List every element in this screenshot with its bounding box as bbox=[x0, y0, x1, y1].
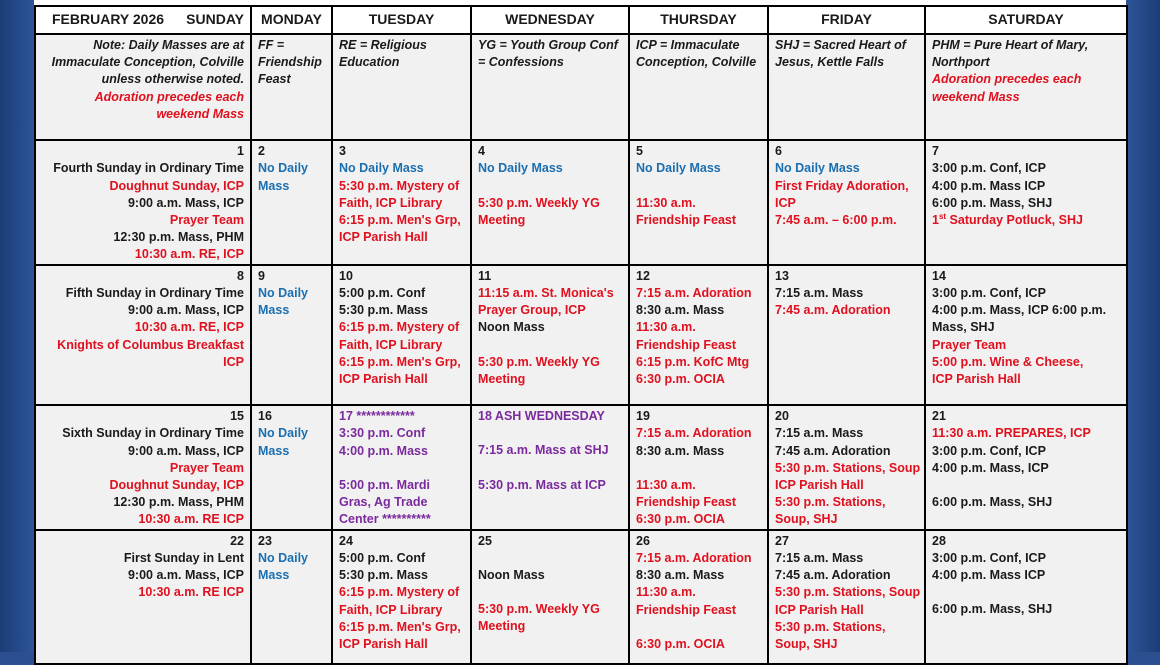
day-cell bbox=[925, 140, 1127, 265]
event-line: 11:30 a.m. PREPARES, ICP bbox=[932, 426, 1091, 441]
event-line: Prayer Group, ICP bbox=[478, 303, 586, 318]
day-cell bbox=[251, 405, 332, 530]
event-line: Mass bbox=[258, 443, 290, 458]
event-line: Mass bbox=[258, 178, 290, 193]
event-line: No Daily Mass bbox=[478, 161, 563, 176]
legend-row bbox=[35, 34, 1127, 140]
event-line: Noon Mass bbox=[478, 320, 545, 335]
day-cell bbox=[768, 405, 925, 530]
day-number: 14 bbox=[932, 268, 946, 283]
event-line: ICP Parish Hall bbox=[775, 602, 864, 617]
day-number: 20 bbox=[775, 409, 789, 424]
day-number: 4 bbox=[478, 144, 485, 159]
day-cell bbox=[768, 265, 925, 405]
day-number: 26 bbox=[636, 533, 650, 548]
event-line: 9:00 a.m. Mass, ICP bbox=[127, 303, 244, 318]
day-number: 27 bbox=[775, 533, 789, 548]
legend-cell bbox=[925, 34, 1127, 140]
event-line: 3:00 p.m. Conf, ICP bbox=[932, 443, 1046, 458]
event-line: 6:00 p.m. Mass, SHJ bbox=[932, 602, 1053, 617]
spacer bbox=[636, 460, 763, 477]
event-line: Meeting bbox=[478, 371, 526, 386]
spacer bbox=[478, 425, 624, 442]
event-line: 7:15 a.m. Adoration bbox=[636, 550, 752, 565]
day-number: 13 bbox=[775, 268, 789, 283]
event-line: Mass bbox=[258, 568, 290, 583]
event-line: 11:30 a.m. bbox=[636, 320, 696, 335]
event-line: 9:00 a.m. Mass, ICP bbox=[127, 443, 244, 458]
legend-cell bbox=[251, 34, 332, 140]
legend-text: FF = Friendship Feast bbox=[258, 38, 322, 87]
event-line: ICP bbox=[775, 195, 796, 210]
event-line: Prayer Team bbox=[169, 460, 244, 475]
event-line: 5:30 p.m. Mystery of bbox=[339, 178, 460, 193]
event-line: 4:00 p.m. Mass bbox=[339, 443, 428, 458]
event-line: 6:15 p.m. Mystery of bbox=[339, 585, 460, 600]
day-cell bbox=[629, 265, 768, 405]
day-number: 9 bbox=[258, 268, 265, 283]
event-line: Faith, ICP Library bbox=[339, 602, 443, 617]
event-line: Prayer Team bbox=[932, 337, 1007, 352]
event-line: First Friday Adoration, bbox=[775, 178, 909, 193]
calendar-table bbox=[34, 5, 1128, 665]
day-cell bbox=[925, 265, 1127, 405]
event-line: 5:00 p.m. Conf bbox=[339, 286, 426, 301]
spacer bbox=[478, 337, 624, 354]
day-cell bbox=[629, 405, 768, 530]
month-title: FEBRUARY 2026 bbox=[52, 11, 165, 28]
day-cell bbox=[471, 405, 629, 530]
day-cell bbox=[251, 265, 332, 405]
event-line: 6:15 p.m. Men's Grp, bbox=[339, 619, 461, 634]
event-line: 4:00 p.m. Mass, ICP bbox=[932, 460, 1049, 475]
event-line: 7:15 a.m. Mass bbox=[775, 550, 864, 565]
event-line: Soup, SHJ bbox=[775, 636, 838, 651]
event-line: Gras, Ag Trade bbox=[339, 494, 428, 509]
day-cell bbox=[629, 530, 768, 664]
event-line: Meeting bbox=[478, 619, 526, 634]
event-line: Sixth Sunday in Ordinary Time bbox=[62, 426, 244, 441]
event-line: 7:45 a.m. Adoration bbox=[775, 303, 891, 318]
day-cell bbox=[35, 405, 251, 530]
event-line: 5:30 p.m. Weekly YG bbox=[478, 354, 600, 369]
day-number: 19 bbox=[636, 409, 650, 424]
spacer bbox=[636, 619, 763, 636]
event-line: 5:00 p.m. Wine & Cheese, bbox=[932, 354, 1084, 369]
event-line: ICP Parish Hall bbox=[775, 477, 864, 492]
event-line: 10:30 a.m. RE, ICP bbox=[134, 247, 244, 262]
event-line: 12:30 p.m. Mass, PHM bbox=[113, 495, 244, 510]
legend-cell bbox=[629, 34, 768, 140]
week-row bbox=[35, 140, 1127, 265]
event-line: 5:30 p.m. Stations, bbox=[775, 619, 886, 634]
day-cell bbox=[471, 265, 629, 405]
day-header: SATURDAY bbox=[925, 6, 1127, 34]
event-line: 6:30 p.m. OCIA bbox=[636, 372, 725, 387]
background-right bbox=[1126, 0, 1160, 652]
event-line: Mass, SHJ bbox=[932, 320, 995, 335]
event-line: 3:30 p.m. Conf bbox=[339, 426, 426, 441]
day-number: 1 bbox=[237, 144, 244, 159]
event-line: 4:00 p.m. Mass ICP bbox=[932, 568, 1046, 583]
event-line: 11:30 a.m. bbox=[636, 477, 696, 492]
day-cell bbox=[332, 265, 471, 405]
event-line: Doughnut Sunday, ICP bbox=[109, 477, 244, 492]
day-number: 23 bbox=[258, 533, 272, 548]
header-sunday bbox=[35, 6, 251, 34]
event-line: 11:15 a.m. St. Monica's bbox=[478, 286, 614, 301]
event-line: 11:30 a.m. bbox=[636, 585, 696, 600]
event-line: Center ********** bbox=[339, 512, 431, 527]
event-line: Faith, ICP Library bbox=[339, 195, 443, 210]
event-line: 7:15 a.m. Adoration bbox=[636, 426, 752, 441]
event-line: Mass bbox=[258, 303, 290, 318]
legend-cell bbox=[471, 34, 629, 140]
day-number: 22 bbox=[230, 533, 244, 548]
day-header: THURSDAY bbox=[629, 6, 768, 34]
week-row bbox=[35, 530, 1127, 664]
day-cell bbox=[251, 530, 332, 664]
event-line: 1st Saturday Potluck, SHJ bbox=[932, 211, 1083, 228]
event-line: 5:30 p.m. Stations, Soup bbox=[775, 585, 921, 600]
event-line: 6:15 p.m. KofC Mtg bbox=[636, 354, 750, 369]
legend-note-red: Adoration precedes each weekend Mass bbox=[94, 89, 244, 121]
event-line: 10:30 a.m. RE, ICP bbox=[134, 320, 244, 335]
event-line: Faith, ICP Library bbox=[339, 337, 443, 352]
background-left bbox=[0, 0, 34, 652]
week-row bbox=[35, 265, 1127, 405]
spacer bbox=[339, 460, 466, 477]
day-number: 16 bbox=[258, 409, 272, 424]
event-line: 6:00 p.m. Mass, SHJ bbox=[932, 494, 1053, 509]
event-line: ICP Parish Hall bbox=[339, 372, 428, 387]
day-cell bbox=[251, 140, 332, 265]
event-line: 18 ASH WEDNESDAY bbox=[478, 409, 605, 424]
day-number: 5 bbox=[636, 144, 643, 159]
event-line: 6:00 p.m. Mass, SHJ bbox=[932, 195, 1053, 210]
event-line: 6:30 p.m. OCIA bbox=[636, 512, 725, 527]
event-line: ICP Parish Hall bbox=[932, 372, 1021, 387]
event-line: Friendship Feast bbox=[636, 212, 737, 227]
day-number: 8 bbox=[237, 268, 244, 283]
week-row bbox=[35, 405, 1127, 530]
legend-note-text: Note: Daily Masses are at Immaculate Conception, Colville unless otherwise noted. bbox=[51, 38, 244, 87]
event-line: 5:30 p.m. Mass bbox=[339, 303, 428, 318]
event-line: Doughnut Sunday, ICP bbox=[109, 178, 244, 193]
day-number: 11 bbox=[478, 268, 492, 283]
event-line: 5:30 p.m. Stations, bbox=[775, 495, 886, 510]
event-line: No Daily bbox=[258, 161, 309, 176]
day-header: WEDNESDAY bbox=[471, 6, 629, 34]
event-line: 3:00 p.m. Conf, ICP bbox=[932, 286, 1046, 301]
spacer bbox=[636, 178, 763, 195]
event-line: No Daily Mass bbox=[339, 161, 424, 176]
spacer bbox=[932, 477, 1122, 494]
event-line: Noon Mass bbox=[478, 567, 545, 582]
legend-note bbox=[35, 34, 251, 140]
spacer bbox=[478, 460, 624, 477]
event-line: 7:15 a.m. Adoration bbox=[636, 286, 752, 301]
event-line: First Sunday in Lent bbox=[123, 550, 244, 565]
event-line: ICP Parish Hall bbox=[339, 230, 428, 245]
legend-text: SHJ = Sacred Heart of Jesus, Kettle Falls bbox=[775, 38, 906, 70]
event-line: 5:30 p.m. Mass bbox=[339, 568, 428, 583]
event-line: 3:00 p.m. Conf, ICP bbox=[932, 550, 1046, 565]
event-line: Meeting bbox=[478, 212, 526, 227]
event-line: 8:30 a.m. Mass bbox=[636, 568, 725, 583]
event-line: 8:30 a.m. Mass bbox=[636, 303, 725, 318]
event-line: 6:15 p.m. Mystery of bbox=[339, 320, 460, 335]
event-line: 7:15 a.m. Mass at SHJ bbox=[478, 443, 609, 458]
event-line: 8:30 a.m. Mass bbox=[636, 443, 725, 458]
day-number: 21 bbox=[932, 409, 946, 424]
event-line: 12:30 p.m. Mass, PHM bbox=[113, 230, 244, 245]
day-number: 28 bbox=[932, 533, 946, 548]
event-line: Prayer Team bbox=[169, 213, 244, 228]
legend-text: YG = Youth Group Conf = Confessions bbox=[478, 38, 618, 70]
day-cell bbox=[925, 405, 1127, 530]
event-line: 9:00 a.m. Mass, ICP bbox=[127, 195, 244, 210]
day-number: 25 bbox=[478, 533, 492, 548]
event-line: Fifth Sunday in Ordinary Time bbox=[65, 286, 244, 301]
event-line: Friendship Feast bbox=[636, 337, 737, 352]
event-line: No Daily bbox=[258, 426, 309, 441]
event-line: No Daily Mass bbox=[636, 161, 721, 176]
event-line: 5:30 p.m. Stations, Soup bbox=[775, 460, 921, 475]
day-number: 10 bbox=[339, 268, 353, 283]
event-line: 10:30 a.m. RE ICP bbox=[138, 512, 244, 527]
event-line: 10:30 a.m. RE ICP bbox=[138, 585, 244, 600]
day-number: 24 bbox=[339, 533, 353, 548]
event-line: No Daily Mass bbox=[775, 161, 860, 176]
day-number: 7 bbox=[932, 144, 939, 159]
day-number: 6 bbox=[775, 144, 782, 159]
legend-text: ICP = Immaculate Conception, Colville bbox=[636, 38, 757, 70]
day-cell bbox=[925, 530, 1127, 664]
event-line: 7:15 a.m. Mass bbox=[775, 286, 864, 301]
event-line: 3:00 p.m. Conf, ICP bbox=[932, 161, 1046, 176]
day-cell bbox=[35, 530, 251, 664]
event-line: Friendship Feast bbox=[636, 602, 737, 617]
day-header: TUESDAY bbox=[332, 6, 471, 34]
event-line: Soup, SHJ bbox=[775, 512, 838, 527]
event-line: 5:00 p.m. Mardi bbox=[339, 477, 430, 492]
day-cell bbox=[471, 530, 629, 664]
spacer bbox=[478, 550, 624, 567]
legend-text: PHM = Pure Heart of Mary, Northport bbox=[932, 38, 1089, 70]
legend-red-text: Adoration precedes each weekend Mass bbox=[932, 72, 1082, 104]
event-line: 5:30 p.m. Weekly YG bbox=[478, 602, 600, 617]
event-line: ICP bbox=[223, 354, 244, 369]
day-header: SUNDAY bbox=[186, 11, 244, 28]
legend-cell bbox=[768, 34, 925, 140]
event-line: 7:45 a.m. – 6:00 p.m. bbox=[775, 213, 897, 228]
event-line: 11:30 a.m. bbox=[636, 195, 696, 210]
day-cell bbox=[471, 140, 629, 265]
day-cell bbox=[768, 530, 925, 664]
event-line: 5:30 p.m. Mass at ICP bbox=[478, 477, 606, 492]
event-line: 5:30 p.m. Weekly YG bbox=[478, 195, 600, 210]
legend-cell bbox=[332, 34, 471, 140]
event-line: No Daily bbox=[258, 550, 309, 565]
spacer bbox=[478, 584, 624, 601]
day-cell bbox=[332, 530, 471, 664]
day-number: 12 bbox=[636, 268, 650, 283]
header-row bbox=[35, 6, 1127, 34]
event-line: Fourth Sunday in Ordinary Time bbox=[53, 161, 244, 176]
day-number: 2 bbox=[258, 144, 265, 159]
spacer bbox=[932, 584, 1122, 601]
day-header: FRIDAY bbox=[768, 6, 925, 34]
day-cell bbox=[35, 140, 251, 265]
event-line: 6:30 p.m. OCIA bbox=[636, 636, 725, 651]
event-line: 7:45 a.m. Adoration bbox=[775, 443, 891, 458]
day-cell bbox=[35, 265, 251, 405]
event-line: 4:00 p.m. Mass, ICP 6:00 p.m. bbox=[932, 303, 1107, 318]
day-cell bbox=[332, 405, 471, 530]
day-number: 15 bbox=[230, 409, 244, 424]
legend-text: RE = Religious Education bbox=[339, 38, 427, 70]
event-line: 9:00 a.m. Mass, ICP bbox=[127, 568, 244, 583]
event-line: Knights of Columbus Breakfast bbox=[57, 337, 244, 352]
event-line: 6:15 p.m. Men's Grp, bbox=[339, 354, 461, 369]
event-line: 7:15 a.m. Mass bbox=[775, 426, 864, 441]
event-line: 7:45 a.m. Adoration bbox=[775, 568, 891, 583]
event-line: 4:00 p.m. Mass ICP bbox=[932, 178, 1046, 193]
event-line: Friendship Feast bbox=[636, 494, 737, 509]
day-cell bbox=[332, 140, 471, 265]
spacer bbox=[478, 178, 624, 195]
day-number: 3 bbox=[339, 144, 346, 159]
event-line: 17 ************ bbox=[339, 409, 415, 424]
day-header: MONDAY bbox=[251, 6, 332, 34]
day-cell bbox=[629, 140, 768, 265]
calendar-sheet bbox=[34, 0, 1126, 652]
event-line: No Daily bbox=[258, 286, 309, 301]
day-cell bbox=[768, 140, 925, 265]
event-line: 5:00 p.m. Conf bbox=[339, 550, 426, 565]
event-line: 6:15 p.m. Men's Grp, bbox=[339, 213, 461, 228]
event-line: ICP Parish Hall bbox=[339, 636, 428, 651]
